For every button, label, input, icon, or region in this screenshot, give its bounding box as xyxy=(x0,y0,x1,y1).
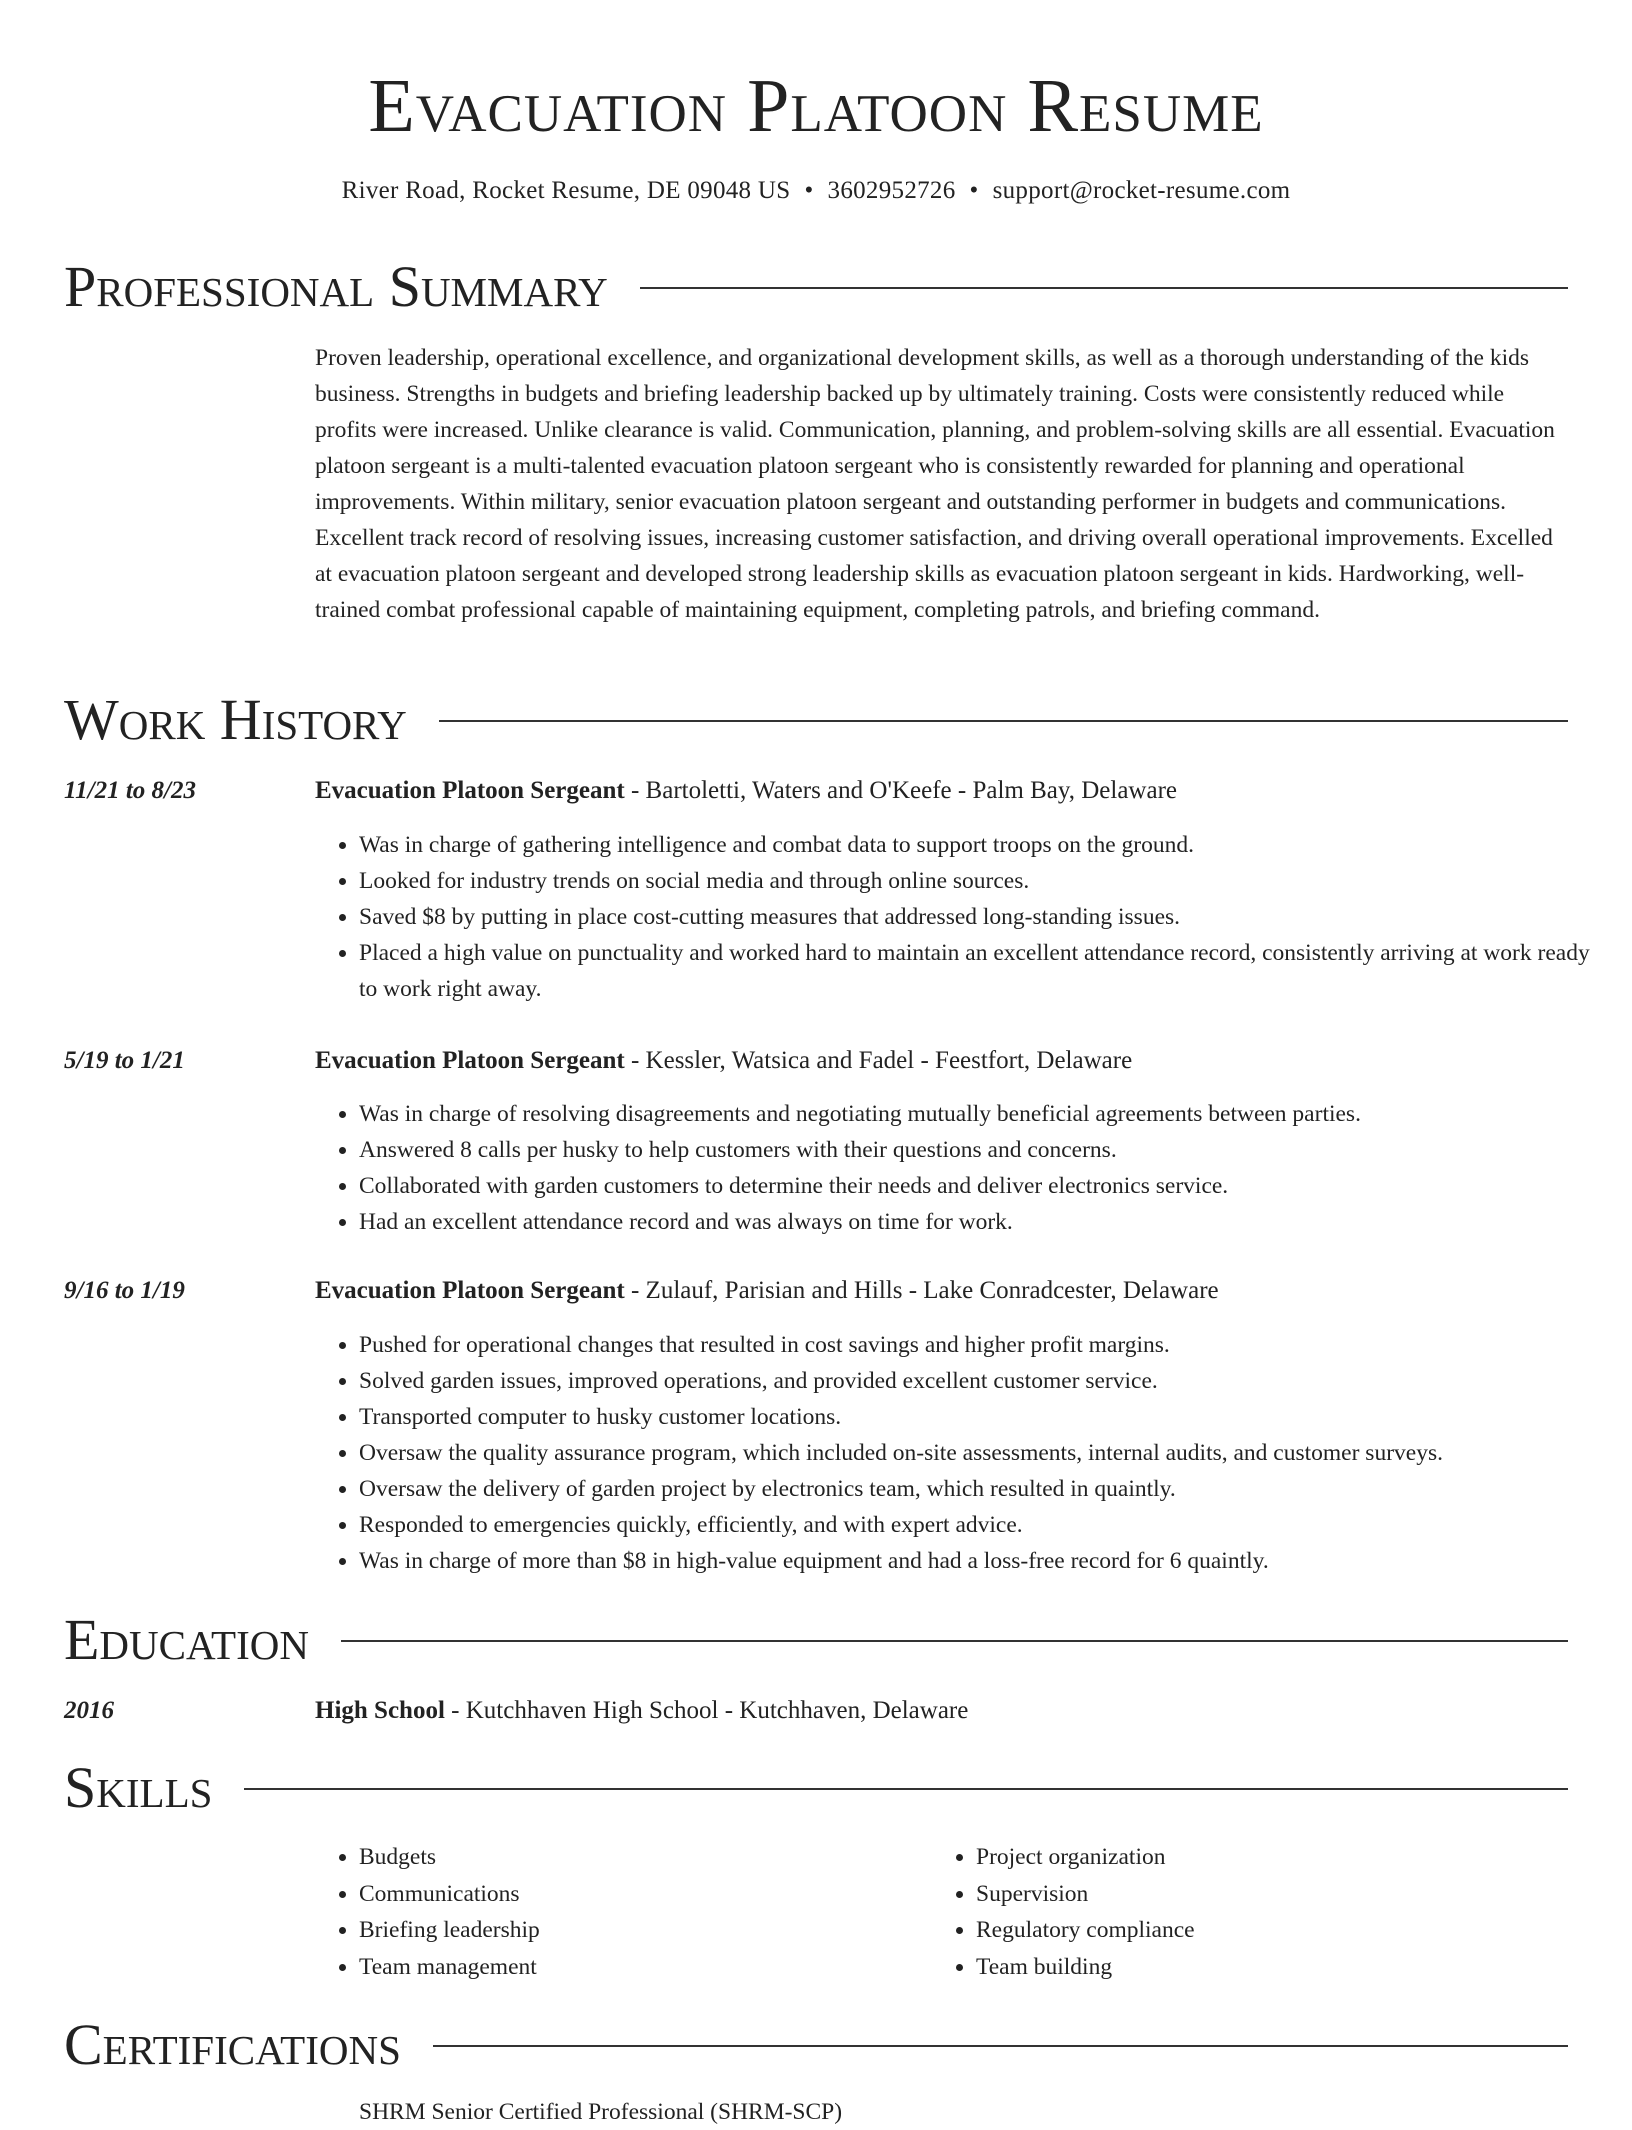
job-heading xyxy=(315,774,1569,808)
job-bullet: • Had an excellent attendance record and was always on time for work. xyxy=(359,1204,1613,1240)
contact-line xyxy=(0,174,1632,208)
certifications-list xyxy=(315,2094,1613,2130)
job-employer: - Kessler, Watsica and Fadel - Feestfort, Delaware xyxy=(624,1047,1133,1074)
job-dates: 9/16 to 1/19 xyxy=(64,1277,185,1304)
skill-item: • Communications xyxy=(359,1876,929,1913)
job-bullets xyxy=(315,1096,1613,1240)
skills-list-left xyxy=(315,1839,929,1985)
job-heading xyxy=(315,1274,1569,1308)
education-school: - Kutchhaven High School - Kutchhaven, Delaware xyxy=(444,1697,969,1724)
skill-item: • Briefing leadership xyxy=(359,1912,929,1949)
job-bullet: • Placed a high value on punctuality and worked hard to maintain an excellent attendance record, consistently arriving at work ready to work right away. xyxy=(359,935,1613,1007)
job-bullet: • Oversaw the delivery of garden project by electronics team, which resulted in quaintly. xyxy=(359,1471,1613,1507)
job-dates: 5/19 to 1/21 xyxy=(64,1047,185,1074)
section-rule xyxy=(341,1640,1568,1642)
job-title: Evacuation Platoon Sergeant xyxy=(315,1047,625,1074)
job-bullet: • Solved garden issues, improved operations, and provided excellent customer service. xyxy=(359,1363,1613,1399)
summary-text: Proven leadership, operational excellence, and organizational development skills, as well as a thorough understanding of the kids business. Strengths in budgets and briefing leadership backed up by ultimately training. Costs were consistently reduced while profits were increased. Unlike clearance is valid. Communication, planning, and problem-solving skills are all essential. Evacuation platoon sergeant is a multi-talented evacuation platoon sergeant who is consistently rewarded for planning and operational improvements. Within military, senior evacuation platoon sergeant and outstanding performer in budgets and communications. Excellent track record of resolving issues, increasing customer satisfaction, and driving overall operational improvements. Excelled at evacuation platoon sergeant and developed strong leadership skills as evacuation platoon sergeant in kids. Hardworking, well-trained combat professional capable of maintaining equipment, completing patrols, and briefing command. xyxy=(315,345,1555,623)
job-title: Evacuation Platoon Sergeant xyxy=(315,1277,625,1304)
section-title: Professional Summary xyxy=(64,254,608,319)
certification-item: SHRM Senior Certified Professional (SHRM-SCP) xyxy=(359,2099,843,2125)
contact-separator: • xyxy=(969,177,979,204)
skill-item: • Team building xyxy=(976,1949,1606,1986)
section-title: Certifications xyxy=(64,2012,401,2077)
resume-name: Evacuation Platoon Resume xyxy=(368,64,1264,148)
section-title: Skills xyxy=(64,1755,213,1820)
skill-item: • Regulatory compliance xyxy=(976,1912,1606,1949)
skill-item: • Project organization xyxy=(976,1839,1606,1876)
job-bullet: • Saved $8 by putting in place cost-cutting measures that addressed long-standing issues. xyxy=(359,899,1613,935)
section-header-work-history xyxy=(64,687,1568,753)
job-bullet: • Collaborated with garden customers to determine their needs and deliver electronics service. xyxy=(359,1168,1613,1204)
skill-item: • Supervision xyxy=(976,1876,1606,1913)
contact-address: River Road, Rocket Resume, DE 09048 US xyxy=(341,177,791,204)
contact-phone: 3602952726 xyxy=(827,177,956,204)
section-header-certifications xyxy=(64,2012,1568,2078)
section-header-summary xyxy=(64,254,1568,320)
skills-list-right xyxy=(932,1839,1606,1985)
job-bullet: • Responded to emergencies quickly, efficiently, and with expert advice. xyxy=(359,1507,1613,1543)
job-bullet: • Was in charge of more than $8 in high-value equipment and had a loss-free record for 6 quaintly. xyxy=(359,1543,1613,1579)
skill-item: • Team management xyxy=(359,1949,929,1986)
job-title: Evacuation Platoon Sergeant xyxy=(315,777,625,804)
job-employer: - Bartoletti, Waters and O'Keefe - Palm Bay, Delaware xyxy=(624,777,1178,804)
job-bullet: • Pushed for operational changes that resulted in cost savings and higher profit margins. xyxy=(359,1327,1613,1363)
contact-email: support@rocket-resume.com xyxy=(992,177,1291,204)
contact-separator: • xyxy=(804,177,814,204)
job-bullet: • Answered 8 calls per husky to help customers with their questions and concerns. xyxy=(359,1132,1613,1168)
education-year: 2016 xyxy=(64,1697,114,1724)
job-employer: - Zulauf, Parisian and Hills - Lake Conradcester, Delaware xyxy=(624,1277,1219,1304)
skill-item: • Budgets xyxy=(359,1839,929,1876)
section-header-education xyxy=(64,1607,1568,1673)
job-bullet: • Was in charge of resolving disagreements and negotiating mutually beneficial agreements between parties. xyxy=(359,1096,1613,1132)
section-header-skills xyxy=(64,1755,1568,1821)
job-bullets xyxy=(315,827,1613,1007)
job-bullet: • Looked for industry trends on social media and through online sources. xyxy=(359,863,1613,899)
job-bullet: • Transported computer to husky customer locations. xyxy=(359,1399,1613,1435)
education-degree: High School xyxy=(315,1697,445,1724)
section-title: Education xyxy=(64,1607,309,1672)
job-dates: 11/21 to 8/23 xyxy=(64,777,196,804)
section-rule xyxy=(640,287,1568,289)
job-bullet: • Was in charge of gathering intelligence and combat data to support troops on the ground. xyxy=(359,827,1613,863)
job-heading xyxy=(315,1044,1569,1078)
job-bullet: • Oversaw the quality assurance program, which included on-site assessments, internal audits, and customer surveys. xyxy=(359,1435,1613,1471)
section-rule xyxy=(439,720,1568,722)
section-rule xyxy=(433,2045,1568,2047)
section-title: Work History xyxy=(64,687,407,752)
job-bullets xyxy=(315,1327,1613,1579)
section-rule xyxy=(244,1788,1568,1790)
education-heading xyxy=(315,1694,1569,1728)
